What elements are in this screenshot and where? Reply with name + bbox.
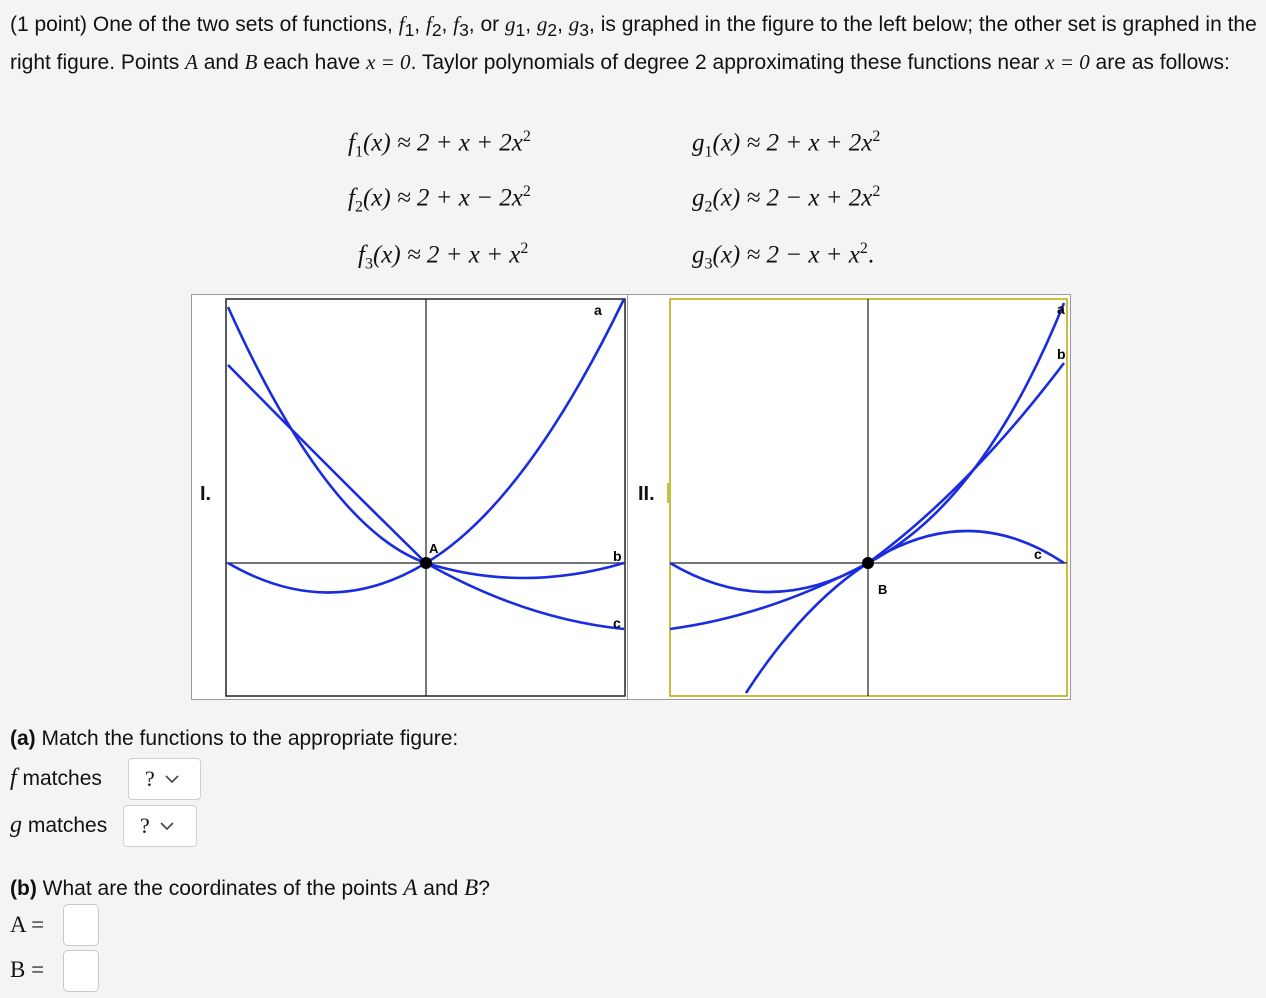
- g-matches-label: g matches: [10, 812, 108, 838]
- curve-b-label: b: [613, 548, 622, 564]
- figure-i-plot: [192, 295, 628, 699]
- figure-ii-plot: [628, 295, 1070, 699]
- part-b-heading: (b) What are the coordinates of the points A and B?: [10, 875, 490, 900]
- curve-c-label: c: [1034, 546, 1042, 562]
- answer-b-label: B =: [10, 957, 45, 982]
- curve-a-label: a: [594, 302, 602, 318]
- equation-f1: $f_1(x) \approx 2 + x + 2x^2$: [348, 128, 531, 161]
- figure-i-label: I.: [200, 483, 212, 505]
- answer-a-label: A =: [10, 912, 45, 937]
- problem-intro: (1 point) One of the two sets of functions, $f_1$, $f_2$, $f_3$, or $g_1$, $g_2$, $g_3$, is graphed in the figure to the left below; the other set is graphed in the right figure. Points A and B each have x = 0. Taylor polynomials of degree 2 approximating these functions near x = 0 are as follows:: [10, 12, 1257, 75]
- equation-g2: $g_2(x) \approx 2 - x + 2x^2$: [692, 183, 881, 216]
- part-a-heading: (a) Match the functions to the appropriate figure:: [10, 727, 459, 750]
- f-match-select[interactable]: [128, 758, 201, 800]
- figure-i: [191, 294, 629, 700]
- g-match-selected-value: ?: [140, 813, 150, 838]
- point-a-label: A: [429, 541, 439, 556]
- figure-ii: [627, 294, 1071, 700]
- g-match-select[interactable]: [123, 805, 197, 847]
- f-match-selected-value: ?: [145, 766, 155, 791]
- curve-c-label: c: [613, 615, 621, 631]
- point-b-label: B: [878, 582, 888, 597]
- equation-g1: $g_1(x) \approx 2 + x + 2x^2$: [692, 128, 881, 161]
- equation-f3: $f_3(x) \approx 2 + x + x^2$: [358, 240, 529, 273]
- answer-a-input[interactable]: [63, 904, 99, 946]
- f-matches-label: f matches: [10, 765, 102, 791]
- curve-a-label: a: [1057, 301, 1065, 317]
- figure-ii-label: II.: [638, 483, 655, 505]
- chevron-down-icon: [160, 822, 174, 831]
- point-b-marker: [862, 557, 874, 569]
- chevron-down-icon: [165, 775, 179, 784]
- equation-f2: $f_2(x) \approx 2 + x - 2x^2$: [348, 183, 531, 216]
- curve-b-label: b: [1057, 346, 1066, 362]
- equation-g3: $g_3(x) \approx 2 - x + x^2$.: [692, 240, 875, 273]
- point-a-marker: [420, 557, 432, 569]
- answer-b-input[interactable]: [63, 950, 99, 992]
